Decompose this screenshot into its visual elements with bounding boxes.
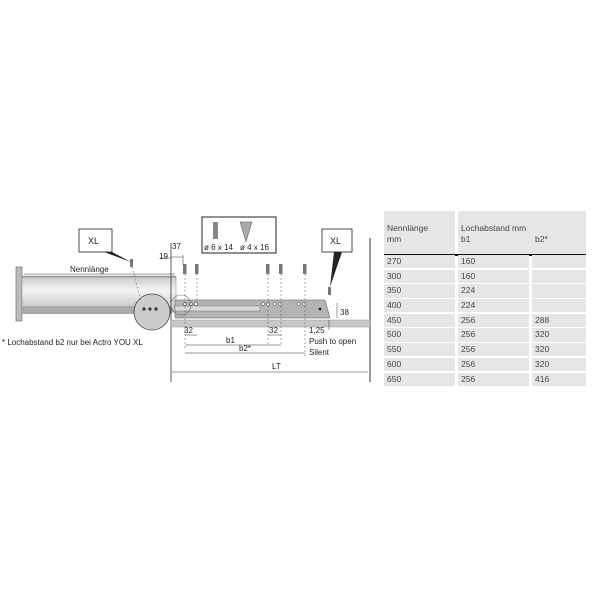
header-nennlaenge: Nennlänge xyxy=(387,223,429,233)
table-row xyxy=(384,343,586,358)
table-row xyxy=(384,373,586,388)
cell-nennlaenge: 300 xyxy=(384,270,455,283)
cell-nennlaenge: 350 xyxy=(384,284,455,297)
cell-b1: 256 xyxy=(458,373,529,386)
cell-nennlaenge: 270 xyxy=(384,255,455,268)
header-b2: b2* xyxy=(535,234,548,244)
dim-38: 38 xyxy=(340,308,349,317)
cell-nennlaenge: 400 xyxy=(384,299,455,312)
cell-b1: 256 xyxy=(458,343,529,356)
dim-b1: b1 xyxy=(226,336,235,345)
cell-b2: 320 xyxy=(532,358,586,371)
dim-32-right: 32 xyxy=(269,326,278,335)
screw-4x16-label: ø 4 x 16 xyxy=(240,243,269,252)
cell-b1: 224 xyxy=(458,299,529,312)
cell-b2 xyxy=(532,270,586,283)
cell-nennlaenge: 600 xyxy=(384,358,455,371)
xl-label-left: XL xyxy=(88,236,100,246)
dim-lt: LT xyxy=(272,362,281,371)
dim-19: 19 xyxy=(159,252,168,261)
table-row xyxy=(384,284,586,299)
header-mm: mm xyxy=(387,234,402,244)
dim-32-left: 32 xyxy=(184,326,193,335)
cell-nennlaenge: 500 xyxy=(384,328,455,341)
cell-nennlaenge: 650 xyxy=(384,373,455,386)
hole-spacing-table xyxy=(384,211,586,387)
cell-nennlaenge: 450 xyxy=(384,314,455,327)
table-row xyxy=(384,328,586,343)
screw-6x14-label: ø 6 x 14 xyxy=(204,243,233,252)
table-row xyxy=(384,358,586,373)
cell-nennlaenge: 550 xyxy=(384,343,455,356)
silent-label: Silent xyxy=(309,348,330,357)
slide-rail xyxy=(175,300,330,318)
cell-b1: 224 xyxy=(458,284,529,297)
detail-circle xyxy=(134,294,170,330)
table-row xyxy=(384,299,586,314)
table-row xyxy=(384,255,586,270)
cell-b2: 320 xyxy=(532,343,586,356)
cell-b2: 320 xyxy=(532,328,586,341)
nennlaenge-label: Nennlänge xyxy=(70,265,109,274)
cell-b2 xyxy=(532,255,586,268)
drawer-slide-drawing xyxy=(0,0,380,400)
footnote: * Lochabstand b2 nur bei Actro YOU XL xyxy=(2,338,143,347)
cell-b2 xyxy=(532,284,586,297)
dim-37: 37 xyxy=(172,242,181,251)
header-b1: b1 xyxy=(461,234,471,244)
header-lochabstand: Lochabstand mm xyxy=(461,223,527,233)
dim-1-25: 1,25 xyxy=(309,326,325,335)
dim-b2: b2* xyxy=(239,344,252,353)
cell-b1: 160 xyxy=(458,255,529,268)
cell-b2: 416 xyxy=(532,373,586,386)
cell-b2 xyxy=(532,299,586,312)
cell-b1: 256 xyxy=(458,358,529,371)
table-header xyxy=(384,211,586,255)
table-row xyxy=(384,314,586,329)
cell-b2: 288 xyxy=(532,314,586,327)
cell-b1: 256 xyxy=(458,328,529,341)
cell-b1: 256 xyxy=(458,314,529,327)
xl-label-right: XL xyxy=(330,236,342,246)
push-to-open-label: Push to open xyxy=(309,337,357,346)
cell-b1: 160 xyxy=(458,270,529,283)
table-row xyxy=(384,270,586,285)
